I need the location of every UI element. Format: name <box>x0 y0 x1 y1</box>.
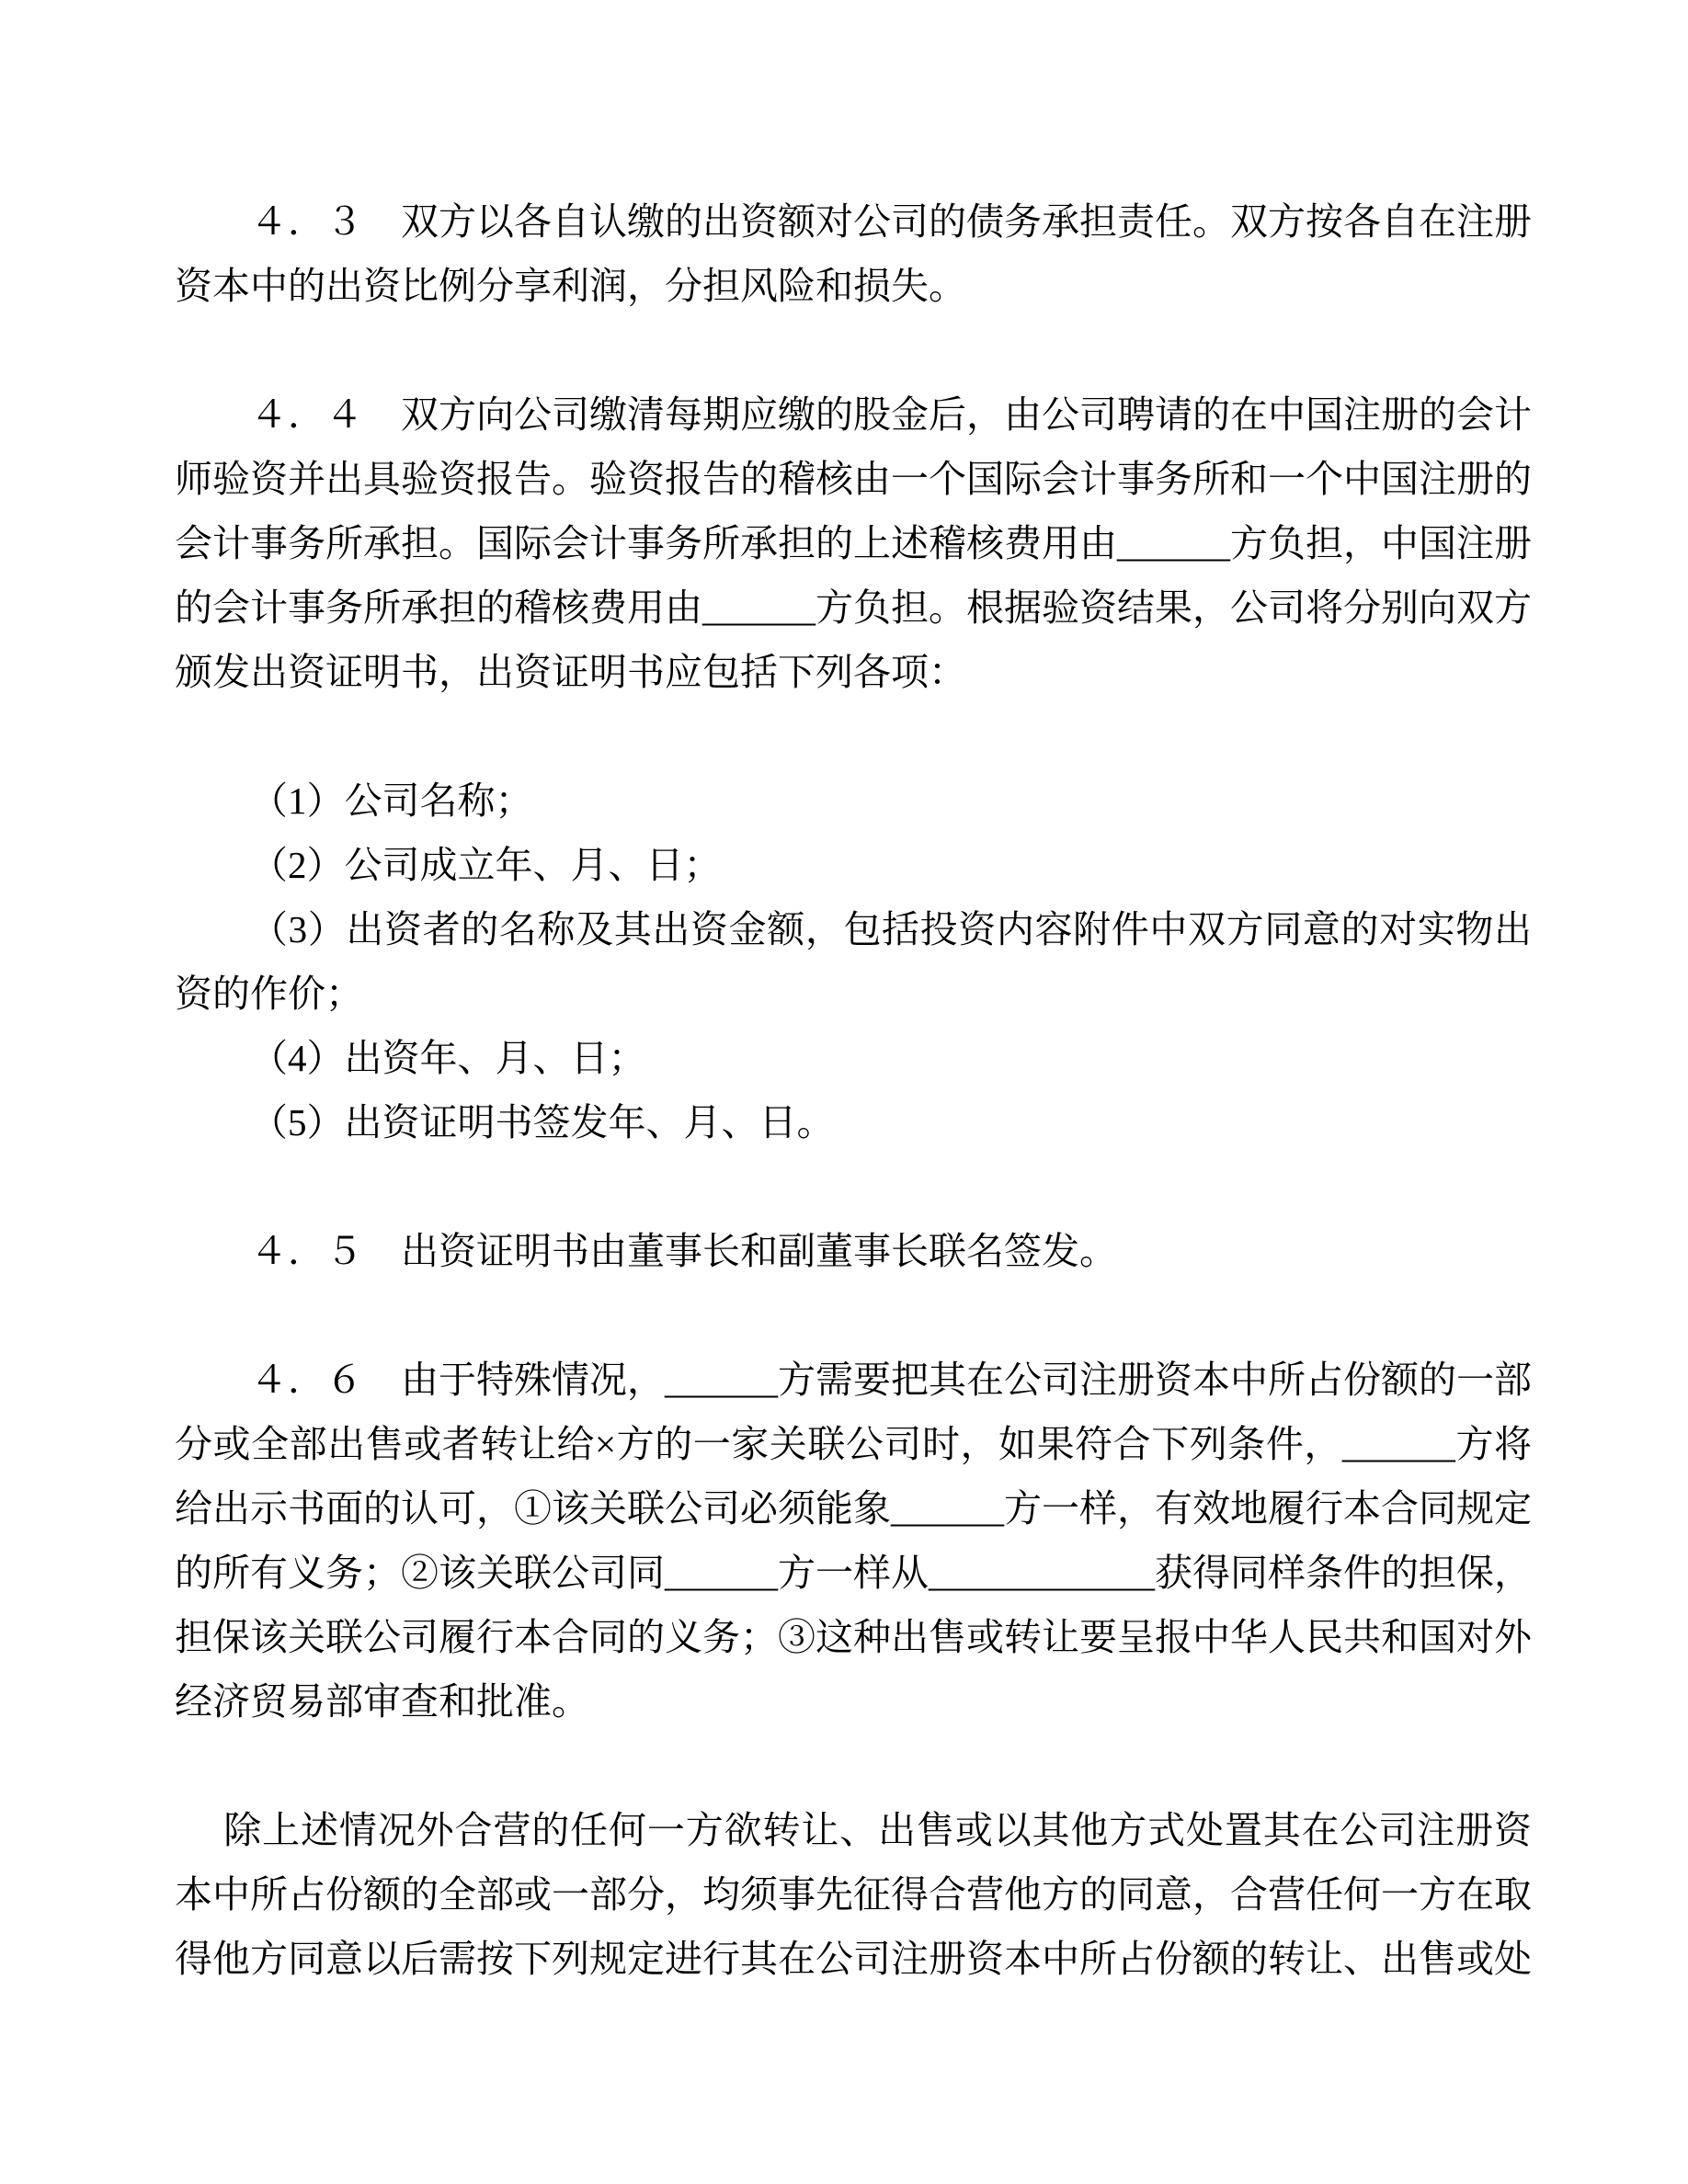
list-item-1: （1）公司名称； <box>250 779 533 822</box>
list-item-4: （4）出资年、月、日； <box>250 1037 646 1079</box>
list-item-2: （2）公司成立年、月、日； <box>250 844 722 886</box>
list-item-3: （3）出资者的名称及其出资金额，包括投资内容附件中双方同意的对实物出资的作价； <box>175 908 1532 1015</box>
contract-text <box>175 189 1532 1991</box>
clause-4-4: ４．４ 双方向公司缴清每期应缴的股金后，由公司聘请的在中国注册的会计师验资并出具验资报告。验资报告的稽核由一个国际会计事务所和一个中国注册的会计事务所承担。国际会计事务所承担的上述稽核费用由______方负担，中国注册的会计事务所承担的稽核费用由______方负担。根据验资结果，公司将分别向双方颁发出资证明书，出资证明书应包括下列各项： <box>175 393 1532 693</box>
list-item-5: （5）出资证明书签发年、月、日。 <box>250 1101 835 1143</box>
clause-4-3: ４．３ 双方以各自认缴的出资额对公司的债务承担责任。双方按各自在注册资本中的出资比例分享利润，分担风险和损失。 <box>175 200 1532 307</box>
clause-4-5: ４．５ 出资证明书由董事长和副董事长联名签发。 <box>250 1230 1117 1272</box>
closing-paragraph: 除上述情况外合营的任何一方欲转让、出售或以其他方式处置其在公司注册资本中所占份额的全部或一部分，均须事先征得合营他方的同意，合营任何一方在取得他方同意以后需按下列规定进行其在公司注册资本中所占份额的转让、出售或处 <box>175 1809 1532 1980</box>
clause-4-6: ４．６ 由于特殊情况，______方需要把其在公司注册资本中所占份额的一部分或全部出售或者转让给×方的一家关联公司时，如果符合下列条件，______方将给出示书面的认可，①该关联公司必须能象______方一样，有效地履行本合同规定的所有义务；②该关联公司同______方一样从____________获得同样条件的担保，担保该关联公司履行本合同的义务；③这种出售或转让要呈报中华人民共和国对外经济贸易部审查和批准。 <box>175 1359 1532 1723</box>
